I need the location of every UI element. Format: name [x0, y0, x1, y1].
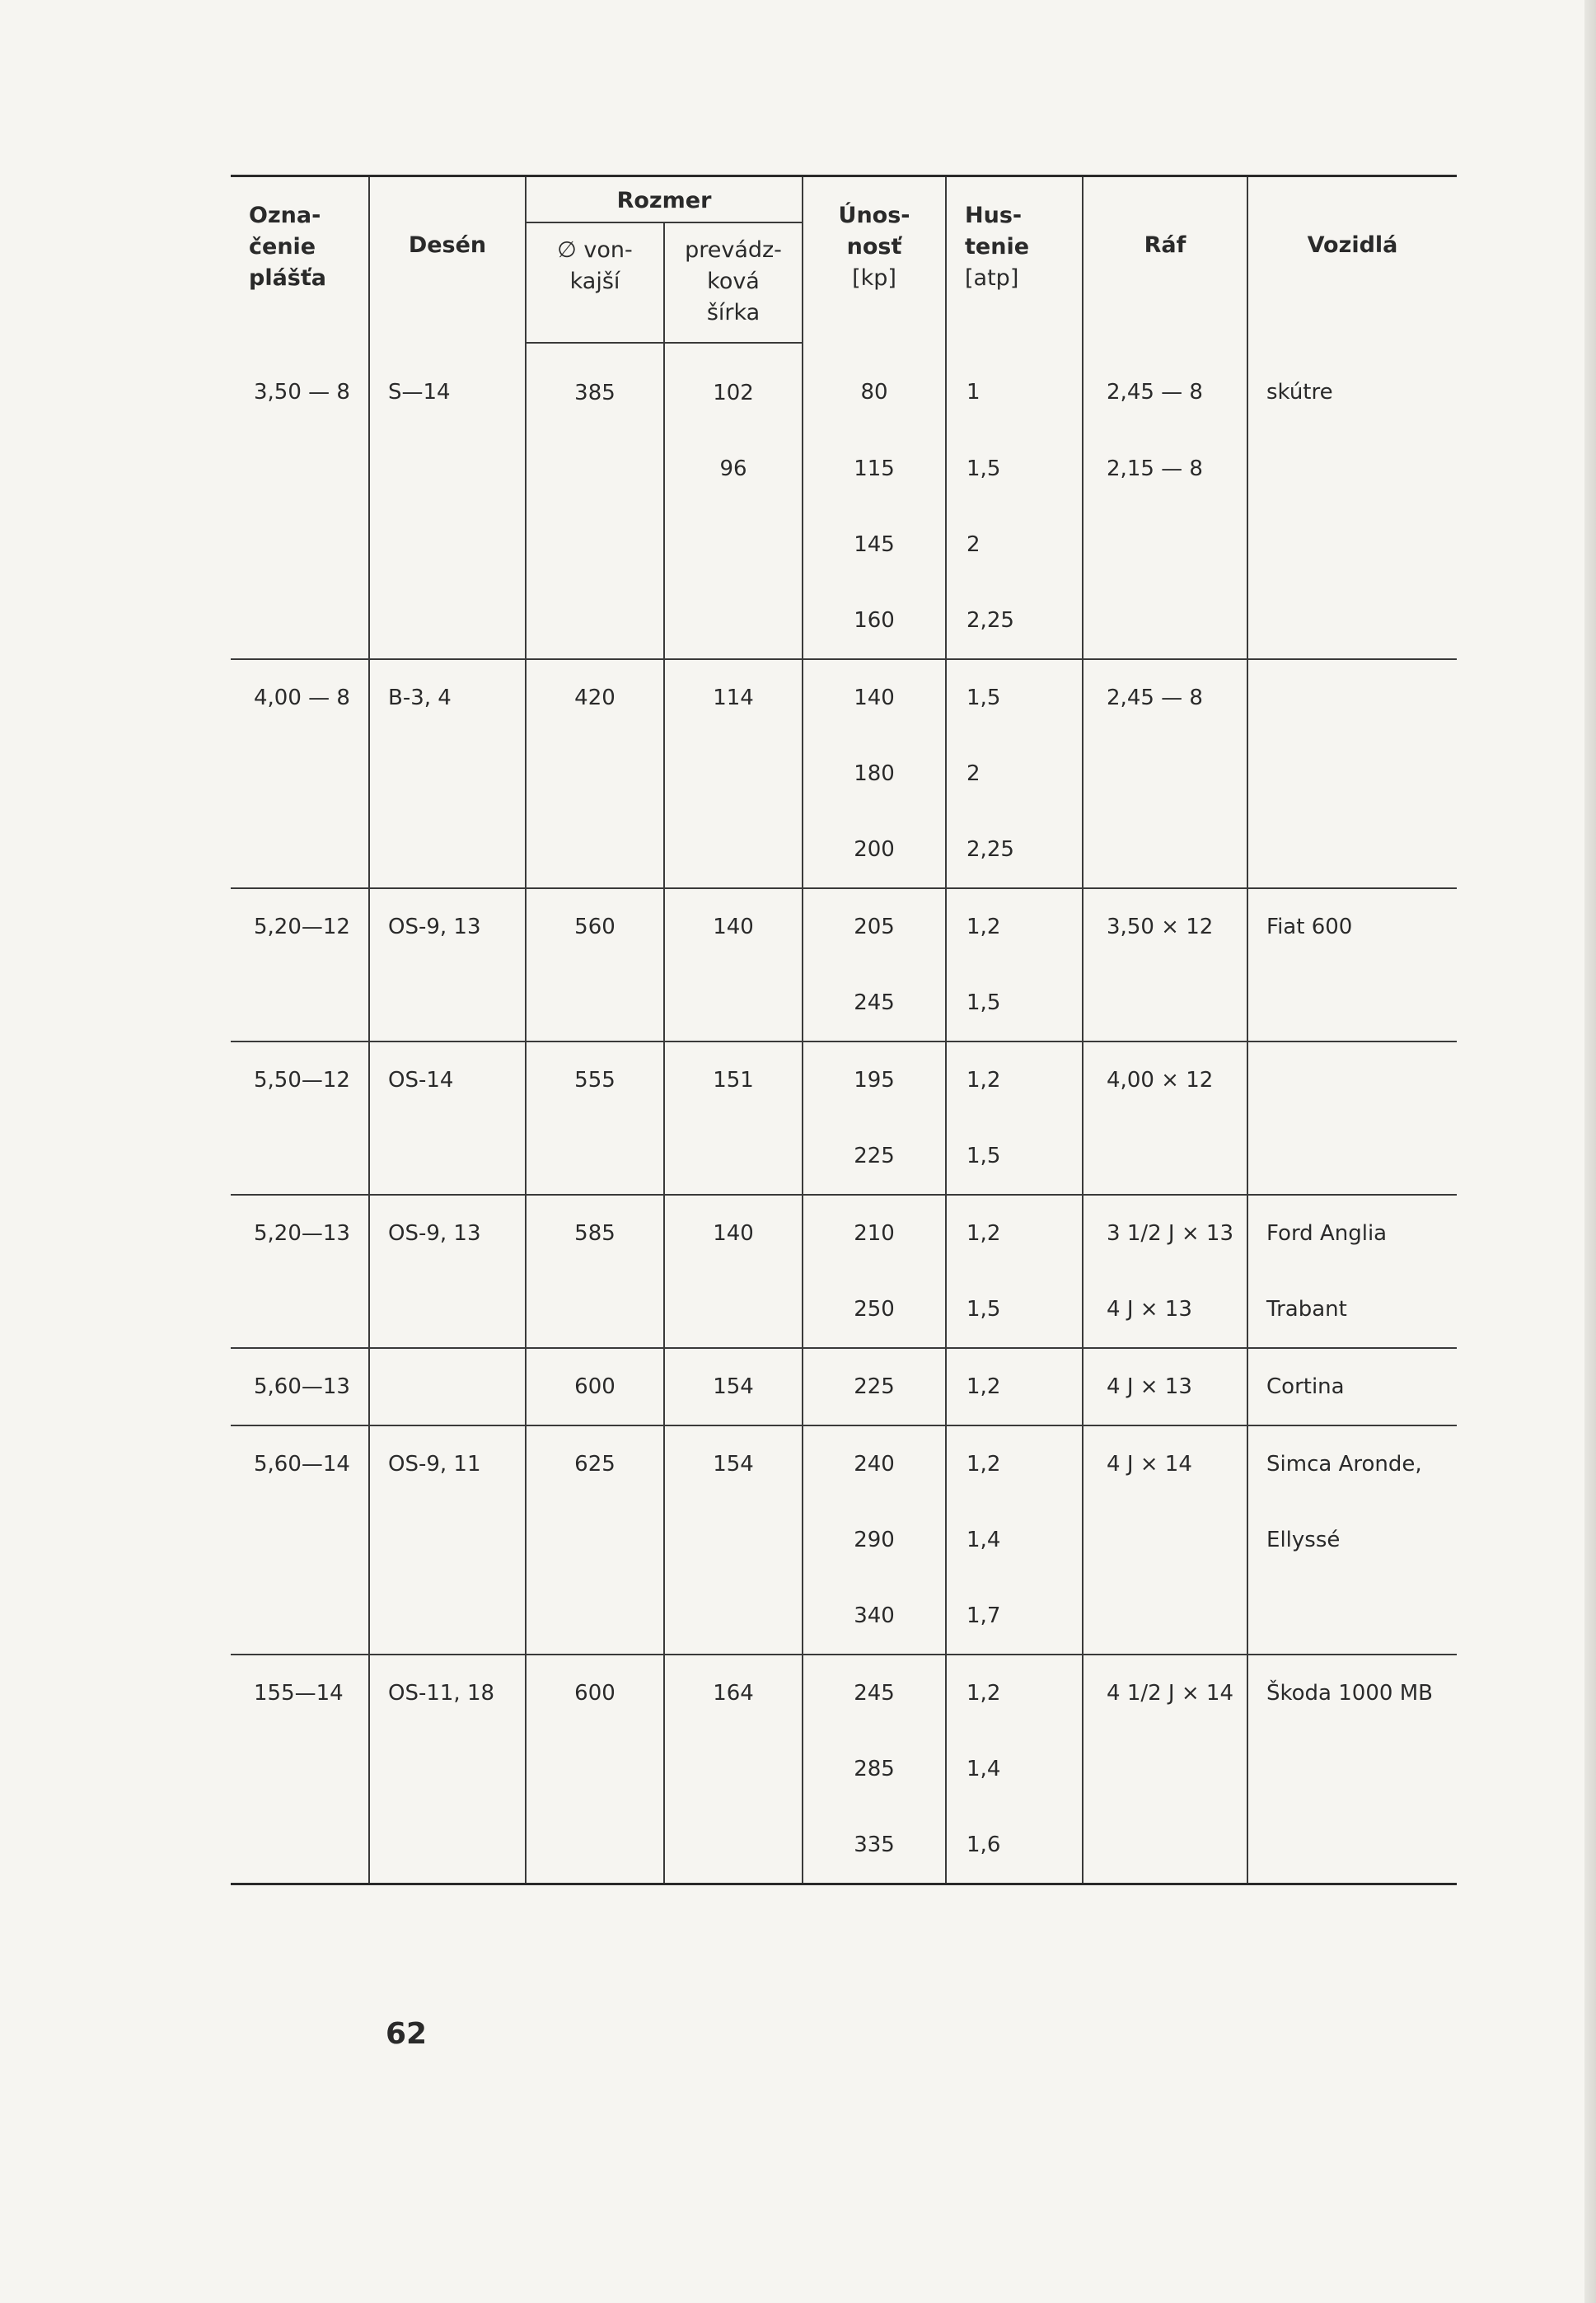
table-row — [231, 1731, 1457, 1807]
table-row — [231, 343, 1457, 431]
table-row — [231, 507, 1457, 583]
tire-table — [231, 175, 1457, 1885]
cell-prevadz: 164 — [664, 1655, 803, 1731]
cell-desen — [369, 1578, 526, 1655]
cell-von — [526, 431, 664, 507]
cell-von — [526, 1118, 664, 1195]
cell-von — [526, 1502, 664, 1578]
cell-raf: 4,00 × 12 — [1083, 1041, 1247, 1118]
cell-prevadz: 154 — [664, 1348, 803, 1425]
cell-vozidla — [1247, 736, 1457, 812]
cell-oznacenie — [231, 1578, 369, 1655]
cell-desen: OS-14 — [369, 1041, 526, 1118]
cell-desen: OS-9, 13 — [369, 888, 526, 965]
cell-oznacenie — [231, 507, 369, 583]
cell-vozidla — [1247, 1731, 1457, 1807]
cell-von — [526, 812, 664, 888]
cell-desen: B-3, 4 — [369, 659, 526, 736]
cell-hustenie: 1,4 — [946, 1731, 1083, 1807]
cell-hustenie: 1 — [946, 343, 1083, 431]
table-row — [231, 583, 1457, 659]
cell-von — [526, 1731, 664, 1807]
cell-hustenie: 1,2 — [946, 1041, 1083, 1118]
cell-unosnost: 195 — [803, 1041, 946, 1118]
cell-oznacenie — [231, 812, 369, 888]
cell-prevadz — [664, 507, 803, 583]
cell-vozidla — [1247, 965, 1457, 1041]
table-row — [231, 1348, 1457, 1425]
header-vozidla: Vozidlá — [1247, 176, 1457, 344]
cell-desen — [369, 1807, 526, 1884]
cell-raf: 2,45 — 8 — [1083, 659, 1247, 736]
cell-unosnost: 225 — [803, 1348, 946, 1425]
cell-oznacenie — [231, 736, 369, 812]
cell-unosnost: 80 — [803, 343, 946, 431]
cell-raf: 4 J × 14 — [1083, 1425, 1247, 1502]
cell-prevadz — [664, 812, 803, 888]
cell-prevadz: 154 — [664, 1425, 803, 1502]
cell-raf: 4 J × 13 — [1083, 1348, 1247, 1425]
cell-raf — [1083, 812, 1247, 888]
cell-desen — [369, 965, 526, 1041]
cell-von — [526, 1271, 664, 1348]
cell-oznacenie: 5,20—13 — [231, 1195, 369, 1271]
cell-desen: OS-9, 13 — [369, 1195, 526, 1271]
table-body — [231, 343, 1457, 1884]
header-von: ∅ von- kajší — [526, 222, 664, 343]
cell-vozidla — [1247, 507, 1457, 583]
cell-unosnost: 245 — [803, 965, 946, 1041]
cell-hustenie: 2 — [946, 507, 1083, 583]
cell-raf — [1083, 1118, 1247, 1195]
table-row — [231, 659, 1457, 736]
table-row — [231, 431, 1457, 507]
cell-hustenie: 1,6 — [946, 1807, 1083, 1884]
cell-desen — [369, 583, 526, 659]
cell-unosnost: 200 — [803, 812, 946, 888]
cell-hustenie: 2 — [946, 736, 1083, 812]
page-number: 62 — [386, 2017, 428, 2051]
cell-von: 420 — [526, 659, 664, 736]
cell-vozidla — [1247, 1041, 1457, 1118]
cell-unosnost: 250 — [803, 1271, 946, 1348]
cell-von — [526, 965, 664, 1041]
cell-von: 385 — [526, 343, 664, 431]
cell-unosnost: 335 — [803, 1807, 946, 1884]
cell-hustenie: 2,25 — [946, 812, 1083, 888]
table-row — [231, 1502, 1457, 1578]
cell-desen: S—14 — [369, 343, 526, 431]
header-prevadz: prevádz- ková šírka — [664, 222, 803, 343]
cell-prevadz: 140 — [664, 888, 803, 965]
cell-hustenie: 1,5 — [946, 431, 1083, 507]
cell-hustenie: 1,4 — [946, 1502, 1083, 1578]
cell-desen — [369, 1118, 526, 1195]
cell-prevadz — [664, 1807, 803, 1884]
header-rozmer: Rozmer — [526, 176, 803, 223]
cell-unosnost: 210 — [803, 1195, 946, 1271]
cell-unosnost: 285 — [803, 1731, 946, 1807]
cell-oznacenie: 4,00 — 8 — [231, 659, 369, 736]
cell-unosnost: 115 — [803, 431, 946, 507]
cell-unosnost: 205 — [803, 888, 946, 965]
cell-hustenie: 1,2 — [946, 1425, 1083, 1502]
table-row — [231, 965, 1457, 1041]
table-header-top — [231, 176, 1457, 223]
cell-von — [526, 1807, 664, 1884]
table-row — [231, 1195, 1457, 1271]
cell-hustenie: 1,7 — [946, 1578, 1083, 1655]
cell-vozidla: Ford Anglia — [1247, 1195, 1457, 1271]
header-oznacenie: Ozna- čenie plášťa — [231, 176, 369, 344]
cell-raf: 2,45 — 8 — [1083, 343, 1247, 431]
cell-unosnost: 160 — [803, 583, 946, 659]
cell-prevadz — [664, 1731, 803, 1807]
cell-desen — [369, 507, 526, 583]
cell-hustenie: 2,25 — [946, 583, 1083, 659]
cell-prevadz: 114 — [664, 659, 803, 736]
cell-prevadz: 140 — [664, 1195, 803, 1271]
cell-oznacenie: 5,60—13 — [231, 1348, 369, 1425]
cell-hustenie: 1,2 — [946, 1348, 1083, 1425]
table-row — [231, 1578, 1457, 1655]
cell-desen — [369, 1502, 526, 1578]
cell-vozidla — [1247, 1807, 1457, 1884]
cell-oznacenie: 155—14 — [231, 1655, 369, 1731]
cell-vozidla — [1247, 1118, 1457, 1195]
cell-prevadz — [664, 1271, 803, 1348]
cell-vozidla — [1247, 1578, 1457, 1655]
cell-prevadz — [664, 583, 803, 659]
table-row — [231, 1271, 1457, 1348]
cell-desen: OS-9, 11 — [369, 1425, 526, 1502]
cell-vozidla: skútre — [1247, 343, 1457, 431]
cell-prevadz: 102 — [664, 343, 803, 431]
table-row — [231, 736, 1457, 812]
cell-prevadz — [664, 1578, 803, 1655]
cell-prevadz — [664, 736, 803, 812]
cell-von: 600 — [526, 1655, 664, 1731]
cell-vozidla — [1247, 659, 1457, 736]
cell-von — [526, 583, 664, 659]
cell-oznacenie — [231, 583, 369, 659]
cell-hustenie: 1,2 — [946, 888, 1083, 965]
table-row — [231, 1807, 1457, 1884]
cell-hustenie: 1,2 — [946, 1655, 1083, 1731]
header-unosnost: Únos- nosť [kp] — [803, 176, 946, 344]
cell-desen — [369, 812, 526, 888]
cell-vozidla: Škoda 1000 MB — [1247, 1655, 1457, 1731]
cell-vozidla: Cortina — [1247, 1348, 1457, 1425]
cell-oznacenie: 5,60—14 — [231, 1425, 369, 1502]
cell-raf — [1083, 1731, 1247, 1807]
cell-von: 560 — [526, 888, 664, 965]
cell-von: 585 — [526, 1195, 664, 1271]
table-row — [231, 1118, 1457, 1195]
cell-oznacenie — [231, 1502, 369, 1578]
cell-oznacenie — [231, 1731, 369, 1807]
cell-raf — [1083, 736, 1247, 812]
cell-desen — [369, 736, 526, 812]
cell-oznacenie: 3,50 — 8 — [254, 380, 350, 405]
header-raf: Ráf — [1083, 176, 1247, 344]
cell-raf: 4 J × 13 — [1083, 1271, 1247, 1348]
cell-desen — [369, 431, 526, 507]
cell-hustenie: 1,5 — [946, 1271, 1083, 1348]
cell-raf — [1083, 1502, 1247, 1578]
cell-vozidla: Fiat 600 — [1247, 888, 1457, 965]
cell-unosnost: 290 — [803, 1502, 946, 1578]
cell-von — [526, 736, 664, 812]
cell-hustenie: 1,5 — [946, 659, 1083, 736]
cell-raf: 3 1/2 J × 13 — [1083, 1195, 1247, 1271]
cell-unosnost: 245 — [803, 1655, 946, 1731]
cell-prevadz: 151 — [664, 1041, 803, 1118]
cell-vozidla — [1247, 812, 1457, 888]
header-desen: Desén — [369, 176, 526, 344]
cell-prevadz — [664, 1118, 803, 1195]
cell-desen — [369, 1271, 526, 1348]
cell-raf — [1083, 965, 1247, 1041]
cell-vozidla — [1247, 583, 1457, 659]
cell-unosnost: 340 — [803, 1578, 946, 1655]
cell-vozidla: Simca Aronde, — [1247, 1425, 1457, 1502]
cell-von: 555 — [526, 1041, 664, 1118]
cell-oznacenie — [231, 965, 369, 1041]
cell-raf: 3,50 × 12 — [1083, 888, 1247, 965]
cell-unosnost: 240 — [803, 1425, 946, 1502]
cell-oznacenie: 5,50—12 — [231, 1041, 369, 1118]
cell-prevadz — [664, 1502, 803, 1578]
cell-raf — [1083, 1807, 1247, 1884]
cell-von: 625 — [526, 1425, 664, 1502]
cell-oznacenie: 5,20—12 — [231, 888, 369, 965]
cell-raf — [1083, 507, 1247, 583]
cell-vozidla — [1247, 431, 1457, 507]
cell-raf: 2,15 — 8 — [1083, 431, 1247, 507]
table-row — [231, 888, 1457, 965]
cell-oznacenie — [231, 1807, 369, 1884]
table-row — [231, 812, 1457, 888]
cell-desen — [369, 1348, 526, 1425]
cell-prevadz: 96 — [664, 431, 803, 507]
page-edge — [1584, 0, 1596, 2303]
cell-von: 600 — [526, 1348, 664, 1425]
cell-raf: 4 1/2 J × 14 — [1083, 1655, 1247, 1731]
cell-raf — [1083, 583, 1247, 659]
cell-unosnost: 180 — [803, 736, 946, 812]
table-row — [231, 1655, 1457, 1731]
table-row — [231, 1425, 1457, 1502]
tire-table-container — [231, 175, 1457, 1885]
cell-oznacenie — [231, 1271, 369, 1348]
cell-hustenie: 1,5 — [946, 965, 1083, 1041]
cell-hustenie: 1,2 — [946, 1195, 1083, 1271]
cell-unosnost: 140 — [803, 659, 946, 736]
cell-unosnost: 225 — [803, 1118, 946, 1195]
cell-raf — [1083, 1578, 1247, 1655]
cell-vozidla: Trabant — [1247, 1271, 1457, 1348]
cell-von — [526, 1578, 664, 1655]
cell-prevadz — [664, 965, 803, 1041]
table-row — [231, 1041, 1457, 1118]
cell-hustenie: 1,5 — [946, 1118, 1083, 1195]
cell-oznacenie — [231, 431, 369, 507]
cell-oznacenie — [231, 1118, 369, 1195]
cell-desen: OS-11, 18 — [369, 1655, 526, 1731]
cell-vozidla: Ellyssé — [1247, 1502, 1457, 1578]
cell-unosnost: 145 — [803, 507, 946, 583]
cell-von — [526, 507, 664, 583]
cell-desen — [369, 1731, 526, 1807]
header-hustenie: Hus- tenie [atp] — [946, 176, 1083, 344]
